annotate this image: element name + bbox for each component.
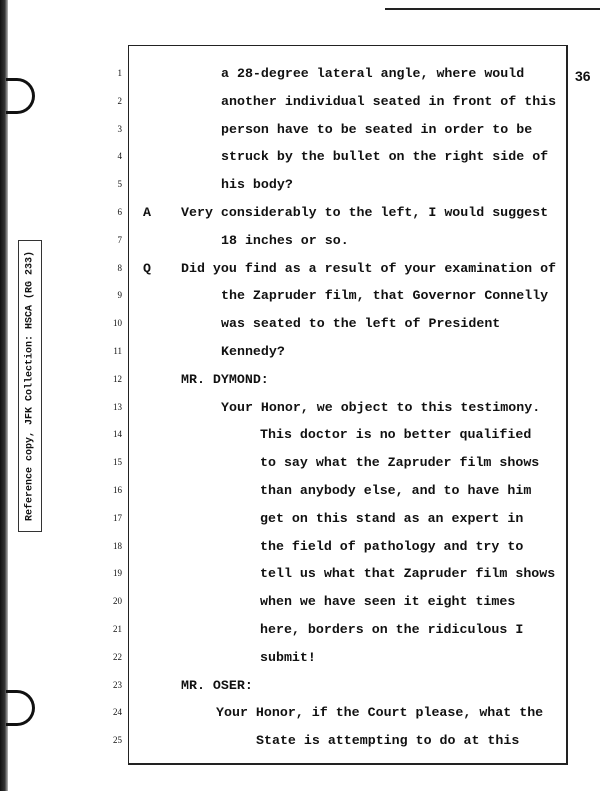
line-number: 12 <box>113 373 122 384</box>
transcript-line: another individual seated in front of this <box>221 93 557 109</box>
transcript-line: the Zapruder film, that Governor Connelly <box>221 288 549 304</box>
line-number: 22 <box>113 651 122 662</box>
transcript-line: MR. OSER: <box>181 677 253 693</box>
top-rule <box>385 8 600 10</box>
speaker-marker: A <box>143 205 151 220</box>
transcript-line: MR. DYMOND: <box>181 371 269 387</box>
punch-hole <box>6 690 35 726</box>
line-number: 6 <box>117 207 122 217</box>
transcript-line: This doctor is no better qualified <box>260 427 532 443</box>
line-number: 18 <box>113 540 122 551</box>
line-number: 11 <box>113 346 122 356</box>
line-number: 17 <box>113 512 122 523</box>
line-number: 14 <box>113 429 122 440</box>
line-number: 4 <box>117 151 122 162</box>
line-number: 25 <box>113 735 122 746</box>
line-number: 9 <box>117 290 122 301</box>
transcript-line: a 28-degree lateral angle, where would <box>221 66 525 81</box>
line-number: 3 <box>117 123 122 134</box>
transcript-line: submit! <box>260 649 316 665</box>
transcript-line: get on this stand as an expert in <box>260 510 524 526</box>
line-number: 16 <box>113 485 122 495</box>
line-number: 5 <box>117 179 122 190</box>
transcript-line: person have to be seated in order to be <box>221 121 533 137</box>
archive-stamp-text: Reference copy, JFK Collection: HSCA (RG 233) <box>24 250 36 522</box>
line-number: 15 <box>113 457 122 468</box>
transcript-line: was seated to the left of President <box>221 316 501 332</box>
line-number: 13 <box>113 401 122 412</box>
transcript-line: Your Honor, we object to this testimony. <box>221 399 541 415</box>
line-number: 24 <box>113 707 122 718</box>
transcript-line: tell us what that Zapruder film shows <box>260 566 556 582</box>
line-number: 20 <box>113 596 122 607</box>
transcript-line: Kennedy? <box>221 344 285 359</box>
transcript-line: State is attempting to do at this <box>256 733 520 749</box>
transcript-line: the field of pathology and try to <box>260 538 524 554</box>
transcript-line: Your Honor, if the Court please, what the <box>216 705 544 721</box>
transcript-line: Did you find as a result of your examination of <box>181 260 557 276</box>
line-number: 8 <box>117 262 122 273</box>
archive-stamp <box>18 240 42 532</box>
scan-binding-edge <box>0 0 8 791</box>
line-number: 2 <box>117 95 122 106</box>
transcript-line: his body? <box>221 177 293 193</box>
transcript-line: than anybody else, and to have him <box>260 483 532 498</box>
line-number: 7 <box>117 234 122 245</box>
line-number: 10 <box>113 318 122 329</box>
speaker-marker: Q <box>143 260 151 276</box>
punch-hole <box>6 78 35 114</box>
line-number: 23 <box>113 679 122 690</box>
page-number: 36 <box>575 68 591 84</box>
transcript-line: 18 inches or so. <box>221 232 349 248</box>
line-number: 1 <box>117 68 122 78</box>
transcript-line: Very considerably to the left, I would suggest <box>181 205 549 220</box>
transcript-line: struck by the bullet on the right side of <box>221 149 549 165</box>
line-number: 21 <box>113 624 122 634</box>
transcript-line: here, borders on the ridiculous I <box>260 622 524 637</box>
line-number: 19 <box>113 568 122 579</box>
transcript-line: when we have seen it eight times <box>260 594 516 610</box>
transcript-line: to say what the Zapruder film shows <box>260 455 540 471</box>
